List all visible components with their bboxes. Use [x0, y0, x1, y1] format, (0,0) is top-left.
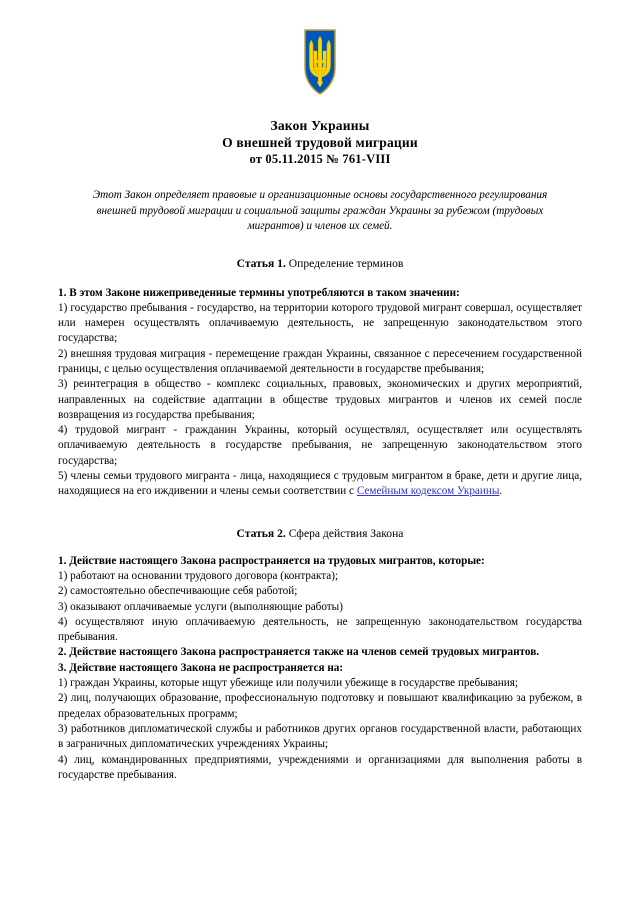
section-spacer: [58, 500, 582, 526]
article-1-item-4: 4) трудовой мигрант - гражданин Украины, который осуществлял, осуществляет или осуществлять оплачиваемую деятельность в государстве пребывания, не запрещенную законодательством этого государства;: [58, 424, 582, 467]
article-2-lead-2: 2. Действие настоящего Закона распространяется также на членов семей трудовых мигрантов.: [58, 646, 540, 659]
preamble-text: Этот Закон определяет правовые и организационные основы государственного регулирования внешней трудовой миграции и социальной защиты граждан Украины за рубежом (трудовых мигрантов) и членов их семей.: [92, 189, 548, 232]
law-title-line-1: Закон Украины: [270, 118, 370, 133]
article-2-excl-item-4: 4) лиц, командированных предприятиями, учреждениями и организациями для выполнения работы в государстве пребывания.: [58, 753, 582, 781]
document-title-block: [58, 117, 582, 168]
article-1-item-1: 1) государство пребывания - государство, на территории которого трудовой мигрант совершал, осуществляет или намерен осуществлять оплачиваемую деятельность, не запрещенную законодательством этого государства;: [58, 301, 582, 345]
ukrainian-coat-of-arms-icon: [304, 29, 336, 95]
article-1-lead: 1. В этом Законе нижеприведенные термины употребляются в таком значении:: [58, 286, 460, 299]
article-2-lead-1: 1. Действие настоящего Закона распространяется на трудовых мигрантов, которые:: [58, 554, 485, 567]
article-2-excl-item-1: 1) граждан Украины, которые ищут убежище или получили убежище в государстве пребывания;: [58, 677, 519, 690]
article-2-heading: [58, 526, 582, 541]
article-2-excl-item-3: 3) работников дипломатической службы и работников других органов государственной власти, работающих в заграничных дипломатических учреждениях Украины;: [58, 722, 582, 751]
article-2-item-3: 3) оказывают оплачиваемые услуги (выполняющие работы): [58, 600, 343, 613]
article-2-body: [58, 554, 582, 783]
article-1-item-3: 3) реинтеграция в общество - комплекс социальных, правовых, экономических и других мероприятий, направленных на содействие адаптации в обществе трудовых мигрантов и членов их семей после возвращения из государства пребывания;: [58, 378, 582, 421]
article-1-caption: Определение терминов: [288, 256, 404, 270]
article-2-caption: Сфера действия Закона: [288, 526, 404, 540]
article-1-heading: [58, 256, 582, 271]
article-2-item-4: 4) осуществляют иную оплачиваемую деятельность, не запрещенную законодательством государства пребывания.: [58, 615, 582, 644]
article-2-excl-item-2: 2) лиц, получающих образование, профессиональную подготовку и повышают квалификацию за рубежом, в пределах образовательных программ;: [58, 692, 582, 720]
article-2-lead-3: 3. Действие настоящего Закона не распространяется на:: [58, 661, 344, 674]
family-code-link[interactable]: Семейным кодексом Украины: [356, 485, 500, 498]
article-1-item-5: [58, 469, 582, 500]
article-1-item-2: 2) внешняя трудовая миграция - перемещение граждан Украины, связанное с пересечением государственной границы, с целью осуществления оплачиваемой деятельности в государстве пребывания;: [58, 347, 582, 375]
article-2-item-2: 2) самостоятельно обеспечивающие себя работой;: [58, 585, 298, 598]
article-2-number: Статья 2.: [236, 526, 286, 540]
article-1-number: Статья 1.: [236, 256, 286, 270]
law-title-line-3: от 05.11.2015 № 761-VIII: [249, 152, 391, 166]
article-1-item-5-suffix: .: [499, 485, 503, 498]
article-1-item-5-prefix: 5) члены семьи трудового мигранта - лица, находящиеся с трудовым мигрантом в браке, дети и другие лица, находящиеся на его иждивении и члены семьи соответствии с: [58, 470, 582, 498]
coat-of-arms-container: [58, 0, 582, 95]
article-1-body: [58, 286, 582, 500]
article-2-item-1: 1) работают на основании трудового договора (контракта);: [58, 569, 339, 582]
law-title-line-2: О внешней трудовой миграции: [222, 135, 418, 150]
